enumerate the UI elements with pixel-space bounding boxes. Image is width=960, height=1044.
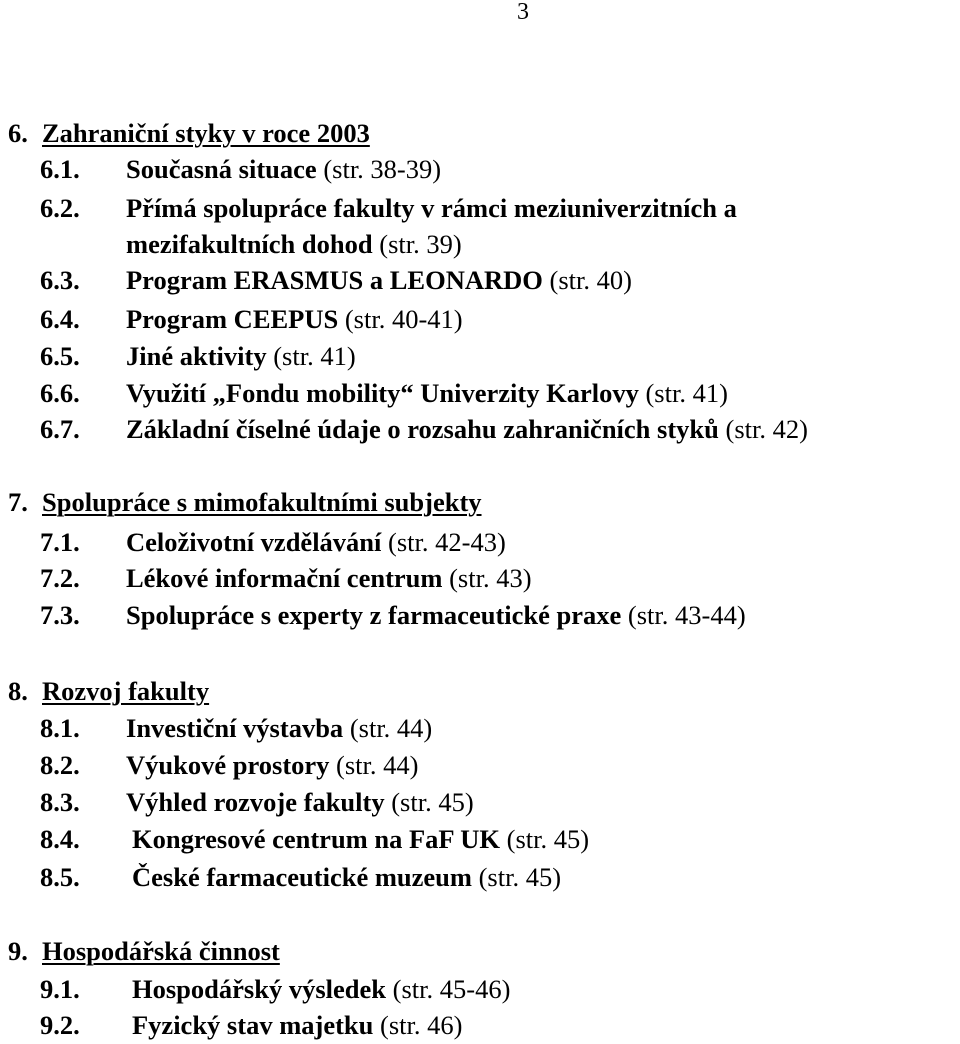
toc-item-pages: (str. 46) xyxy=(373,1010,463,1040)
toc-item-pages: (str. 41) xyxy=(638,378,728,408)
toc-section-number: 8. xyxy=(8,676,28,706)
toc-item-title: Celoživotní vzdělávání xyxy=(126,527,382,557)
toc-item-title: Kongresové centrum na FaF UK xyxy=(132,824,501,854)
toc-item-title: České farmaceutické muzeum xyxy=(132,862,472,892)
toc-item-title: mezifakultních dohod xyxy=(126,229,373,259)
toc-item-pages: (str. 43) xyxy=(442,563,532,593)
toc-item-title: Program CEEPUS xyxy=(126,304,339,334)
toc-item-number: 6.6. xyxy=(40,378,80,408)
toc-item-title: Lékové informační centrum xyxy=(126,563,443,593)
toc-item-number: 9.1. xyxy=(40,974,80,1004)
toc-item-pages: (str. 45-46) xyxy=(386,974,511,1004)
toc-section-title: Spolupráce s mimofakultními subjekty xyxy=(42,487,482,517)
toc-item-number: 7.2. xyxy=(40,563,80,593)
toc-item-number: 6.7. xyxy=(40,414,80,444)
toc-item-pages: (str. 44) xyxy=(329,750,419,780)
toc-item-title: Využití „Fondu mobility“ Univerzity Karlovy xyxy=(126,378,639,408)
toc-item-title: Jiné aktivity xyxy=(126,341,267,371)
toc-item-title: Spolupráce s experty z farmaceutické praxe xyxy=(126,600,622,630)
toc-item-title: Investiční výstavba xyxy=(126,713,344,743)
toc-item-title: Přímá spolupráce fakulty v rámci meziuniverzitních a xyxy=(126,193,737,223)
page-number: 3 xyxy=(517,0,529,25)
toc-section-number: 6. xyxy=(8,118,28,148)
toc-item-title: Výhled rozvoje fakulty xyxy=(126,787,385,817)
toc-item-number: 8.1. xyxy=(40,713,80,743)
toc-item-title: Fyzický stav majetku xyxy=(132,1010,374,1040)
toc-item-title: Základní číselné údaje o rozsahu zahraničních styků xyxy=(126,414,719,444)
toc-item-pages: (str. 44) xyxy=(343,713,433,743)
toc-item-pages: (str. 42-43) xyxy=(381,527,506,557)
toc-item-number: 8.4. xyxy=(40,824,80,854)
toc-section-number: 9. xyxy=(8,936,28,966)
toc-item-pages: (str. 40-41) xyxy=(338,304,463,334)
toc-item-pages: (str. 39) xyxy=(372,229,462,259)
toc-section-title: Zahraniční styky v roce 2003 xyxy=(42,118,370,148)
toc-section-title: Rozvoj fakulty xyxy=(42,676,210,706)
toc-item-pages: (str. 41) xyxy=(266,341,356,371)
toc-item-pages: (str. 43-44) xyxy=(621,600,746,630)
toc-item-title: Program ERASMUS a LEONARDO xyxy=(126,265,543,295)
toc-item-number: 6.4. xyxy=(40,304,80,334)
toc-item-pages: (str. 45) xyxy=(471,862,562,892)
toc-item-number: 8.2. xyxy=(40,750,80,780)
toc-item-number: 6.3. xyxy=(40,265,80,295)
toc-section-number: 7. xyxy=(8,487,28,517)
toc-item-number: 6.5. xyxy=(40,341,80,371)
toc-item-title: Hospodářský výsledek xyxy=(132,974,387,1004)
toc-item-number: 7.1. xyxy=(40,527,80,557)
toc-item-number: 8.5. xyxy=(40,862,80,892)
toc-item-title: Výukové prostory xyxy=(126,750,330,780)
toc-item-title: Současná situace xyxy=(126,154,317,184)
toc-item-pages: (str. 40) xyxy=(542,265,632,295)
toc-item-pages: (str. 38-39) xyxy=(316,154,442,184)
toc-section-title: Hospodářská činnost xyxy=(42,936,280,966)
toc-item-pages: (str. 42) xyxy=(718,414,808,444)
toc-item-pages: (str. 45) xyxy=(500,824,590,854)
toc-item-pages: (str. 45) xyxy=(384,787,474,817)
toc-item-number: 6.1. xyxy=(40,154,80,184)
toc-item-number: 7.3. xyxy=(40,600,80,630)
toc-item-number: 6.2. xyxy=(40,193,80,223)
toc-item-number: 9.2. xyxy=(40,1010,80,1040)
toc-item-number: 8.3. xyxy=(40,787,80,817)
